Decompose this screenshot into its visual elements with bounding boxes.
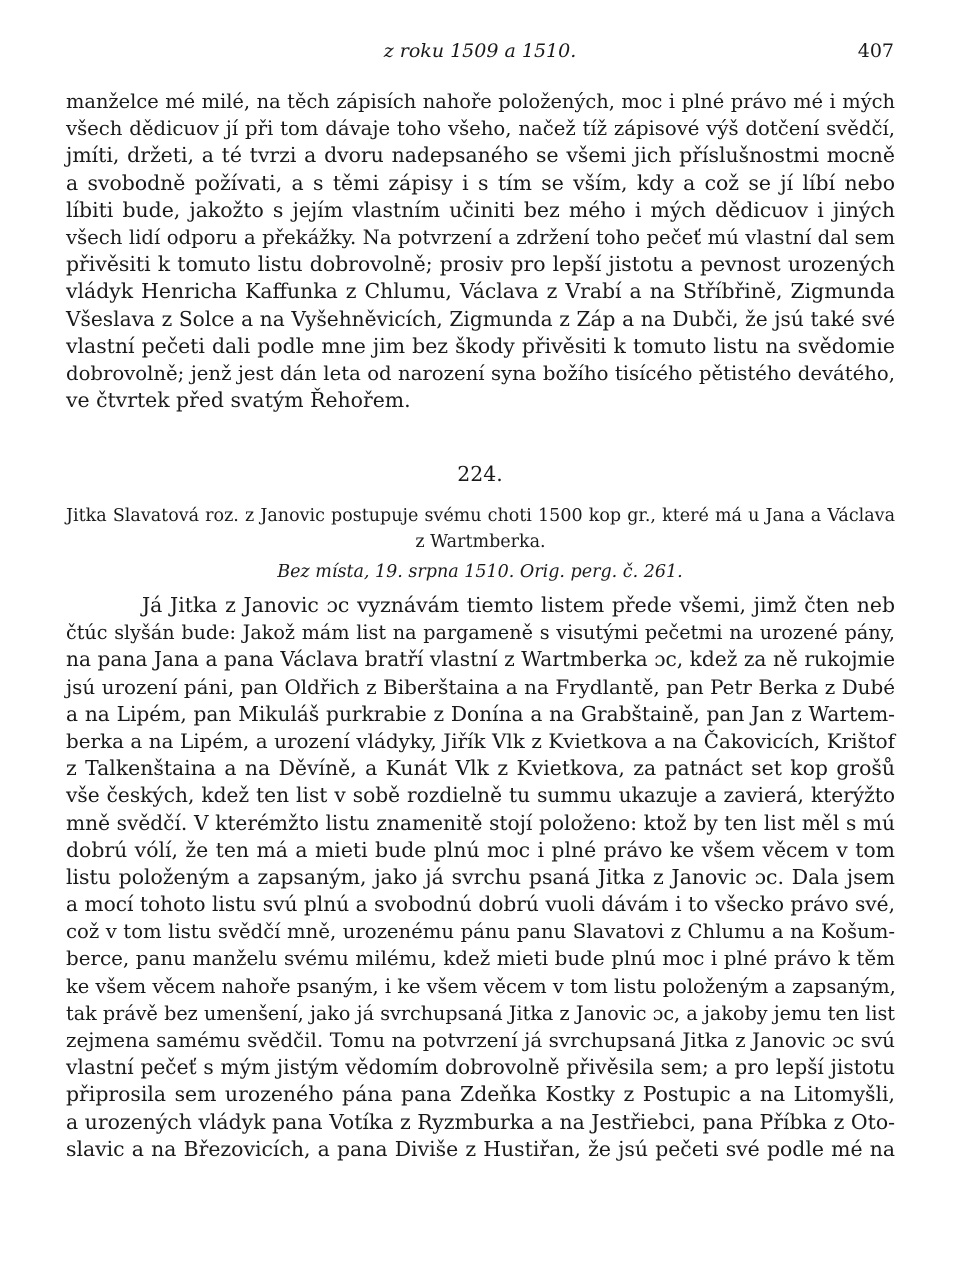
text-line: a urozených vládyk pana Votíka z Ryzmburka a na Jestřiebci, pana Příbka z Oto- xyxy=(66,1109,895,1134)
text-line: jsú urození páni, pan Oldřich z Biberštaina a na Frydlantě, pan Petr Berka z Dubé xyxy=(66,675,895,699)
document-number: 224. xyxy=(457,462,503,486)
text-line: a na Lipém, pan Mikuláš purkrabie z Donína a na Grabštaině, pan Jan z Wartem- xyxy=(66,701,895,726)
text-line: což v tom listu svědčí mně, urozenému pánu panu Slavatovi z Chlumu a na Košum- xyxy=(66,920,895,944)
regest-line: Jitka Slavatová roz. z Janovic postupuje svému choti 1500 kop gr., které má u Jana a Václava xyxy=(66,506,895,526)
text-line: ke všem věcem nahoře psaným, i ke všem věcem v tom listu položeným a zapsaným, xyxy=(66,974,896,998)
text-line: ve čtvrtek před svatým Řehořem. xyxy=(66,388,411,413)
text-line: slavic a na Březovicích, a pana Diviše z Hustiřan, že jsú pečeti své podle mé na xyxy=(66,1136,895,1161)
text-line: tak právě bez umenšení, jako já svrchupsaná Jitka z Janovic ɔc, a jakoby jemu ten list xyxy=(66,1001,895,1025)
running-title: z roku 1509 a 1510. xyxy=(383,40,577,62)
text-line: čtúc slyšán bude: Jakož mám list na pargameně s visutými pečetmi na urozené pány, xyxy=(66,621,895,645)
text-line: všech dědicuov jí při tom dávaje toho všeho, načež tíž zápisové výš dotčení svědčí, xyxy=(66,117,895,141)
text-line: vlastní pečeti dali podle mne jim bez škody přivěsiti k tomuto listu na svědomie xyxy=(66,333,895,358)
text-line: berce, panu manželu svému milému, kdež mieti bude plnú moc i plné právo k těm xyxy=(66,947,895,971)
text-line: jmíti, držeti, a té tvrzi a dvoru nadepsaného se všemi jich příslušnostmi mocně xyxy=(66,143,895,168)
text-line: dobrovolně; jenž jest dán leta od narození syna božího tisícého pětistého devátého, xyxy=(66,361,895,385)
text-line: a svobodně požívati, a s těmi zápisy i s tím se vším, kdy a což se jí líbí nebo xyxy=(66,170,895,195)
text-line: dobrú vólí, že ten má a mieti bude plnú moc i plné právo ke všem věcem v tom xyxy=(66,837,895,862)
text-line: mně svědčí. V kterémžto listu znamenitě stojí položeno: ktož by ten list měl s mú xyxy=(66,810,895,835)
continued-text xyxy=(66,88,895,414)
text-line: přivěsiti k tomuto listu dobrovolně; prosiv pro lepší jistotu a pevnost urozených xyxy=(66,252,895,277)
text-line: listu položeným a zapsaným, jako já svrchu psaná Jitka z Janovic ɔc. Dala jsem xyxy=(66,864,895,889)
text-line: zejmena samému svědčil. Tomu na potvrzení já svrchupsaná Jitka z Janovic ɔc svú xyxy=(66,1029,895,1052)
text-line: na pana Jana a pana Václava bratří vlastní z Wartmberka ɔc, kdež za ně rukojmie xyxy=(66,647,895,672)
document-dating: Bez místa, 19. srpna 1510. Orig. perg. č. 261. xyxy=(277,562,683,582)
text-line: připrosila sem urozeného pána pana Zdeňka Kostky z Postupic a na Litomyšli, xyxy=(66,1082,895,1107)
text-line: z Talkenštaina a na Děvíně, a Kunát Vlk z Kvietkova, za patnáct set kop grošů xyxy=(66,756,895,781)
page-number: 407 xyxy=(857,40,894,62)
text-line: vše českých, kdež ten list v sobě rozdielně tu summu ukazuje a zavierá, kterýžto xyxy=(66,783,895,808)
document-text xyxy=(66,592,895,1163)
text-line: vládyk Henricha Kaffunka z Chlumu, Václava z Vrabí a na Stříbřině, Zigmunda xyxy=(66,279,895,304)
text-line: Já Jitka z Janovic ɔc vyznávám tiemto listem přede všemi, jimž čten neb xyxy=(142,593,895,617)
document-regest xyxy=(66,503,895,555)
text-line: líbiti bude, jakožto s jejím vlastním učiniti bez mého i mých dědicuov i jiných xyxy=(66,197,895,222)
text-line: Všeslava z Solce a na Vyšehněvicích, Zigmunda z Záp a na Dubči, že jsú také své xyxy=(66,306,895,331)
text-line: a mocí tohoto listu svú plnú a svobodnú dobrú vuoli dávám i to všecko právo své, xyxy=(66,892,895,917)
text-line: všech lidí odporu a překážky. Na potvrzení a zdržení toho pečeť mú vlastní dal sem xyxy=(66,225,895,249)
text-line: manželce mé milé, na těch zápisích nahoře položených, moc i plné právo mé i mých xyxy=(66,90,895,113)
text-line: vlastní pečeť s mým jistým vědomím dobrovolně přivěsila sem; a pro lepší jistotu xyxy=(66,1055,895,1080)
text-line: berka a na Lipém, a urození vládyky, Jiřík Vlk z Kvietkova a na Čakovicích, Krištof xyxy=(66,729,895,753)
regest-line: z Wartmberka. xyxy=(415,532,546,552)
